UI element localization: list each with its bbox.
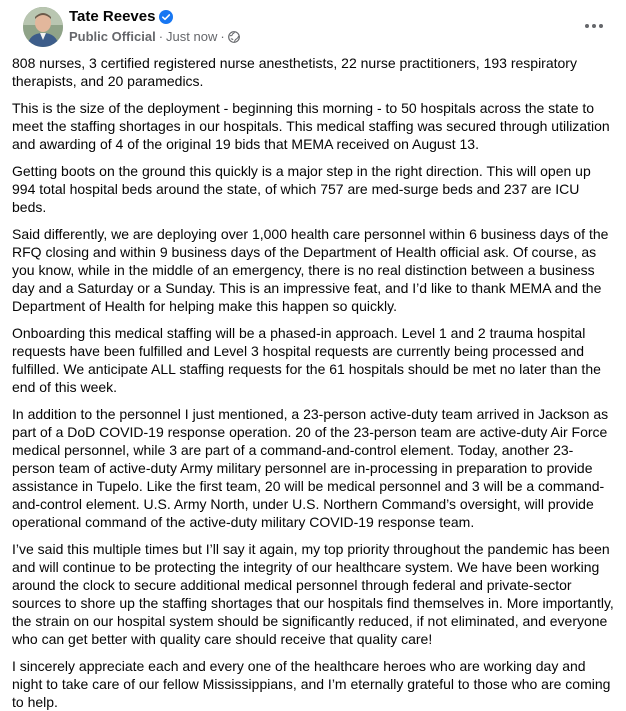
author-name-row: [69, 8, 173, 25]
author-avatar[interactable]: [23, 7, 63, 47]
post-paragraph: I’ve said this multiple times but I’ll say it again, my top priority throughout the pandemic has been and will continue to be protecting the integrity of our healthcare system. We have been working around the clock to secure additional medical personnel through federal and private-sector sources to shore up the staffing shortages that our hospitals find themselves in. More importantly, the strain on our hospital system should be significantly reduced, if not eliminated, and everyone who can get better with quality care should receive that quality care!: [12, 541, 614, 647]
post-body: [12, 54, 614, 711]
meta-separator: ·: [158, 29, 164, 44]
post-timestamp[interactable]: Just now: [166, 29, 218, 44]
post-paragraph: Onboarding this medical staffing will be a phased-in approach. Level 1 and 2 trauma hospital requests have been fulfilled and Level 3 hospital requests are currently being processed and fulfilled. We anticipate ALL staffing requests for the 61 hospitals should be met no later than the end of this week.: [12, 325, 601, 395]
meta-separator: ·: [220, 29, 225, 44]
post-paragraph: In addition to the personnel I just mentioned, a 23-person active-duty team arrived in Jackson as part of a DoD COVID-19 response operation. 20 of the 23-person team are active-duty Air Force medical personnel, while 3 are part of a command-and-control element. Today, another 23-person team of active-duty Army military personnel are in-processing in preparation to provide assistance in Tupelo. Like the first team, 20 will be medical personnel and 3 will be a command-and-control element. U.S. Army North, under U.S. Northern Command’s oversight, will provide operational command of the active-duty military COVID-19 response team.: [12, 406, 609, 530]
post-meta: [69, 29, 240, 44]
post-paragraph: This is the size of the deployment - beginning this morning - to 50 hospitals across the state to meet the staffing shortages in our hospitals. This medical staffing was secured through utilization and awarding of 4 of the original 19 bids that MEMA received on August 13.: [12, 100, 610, 152]
post-header: [12, 0, 614, 52]
more-options-icon[interactable]: [582, 14, 606, 38]
post-paragraph: Said differently, we are deploying over 1,000 health care personnel within 6 business days of the RFQ closing and within 9 business days of the Department of Health official ask. Of course, as you know, while in the middle of an emergency, there is no real distinction between a business day and a Saturday or a Sunday. This is an impressive feat, and I’d like to thank MEMA and the Department of Health for helping make this happen so quickly.: [12, 226, 609, 314]
author-name[interactable]: Tate Reeves: [69, 8, 156, 25]
post-paragraph: Getting boots on the ground this quickly is a major step in the right direction. This will open up 994 total hospital beds around the state, of which 757 are med-surge beds and 237 are ICU beds.: [12, 163, 591, 215]
post-paragraph: 808 nurses, 3 certified registered nurse anesthetists, 22 nurse practitioners, 193 respiratory therapists, and 20 paramedics.: [12, 55, 577, 89]
post-paragraph: I sincerely appreciate each and every one of the healthcare heroes who are working day and night to take care of our fellow Mississippians, and I’m eternally grateful to those who are coming to help.: [12, 658, 611, 710]
author-role: Public Official: [69, 29, 156, 44]
globe-icon[interactable]: [228, 31, 240, 43]
verified-badge-icon: [159, 10, 173, 24]
